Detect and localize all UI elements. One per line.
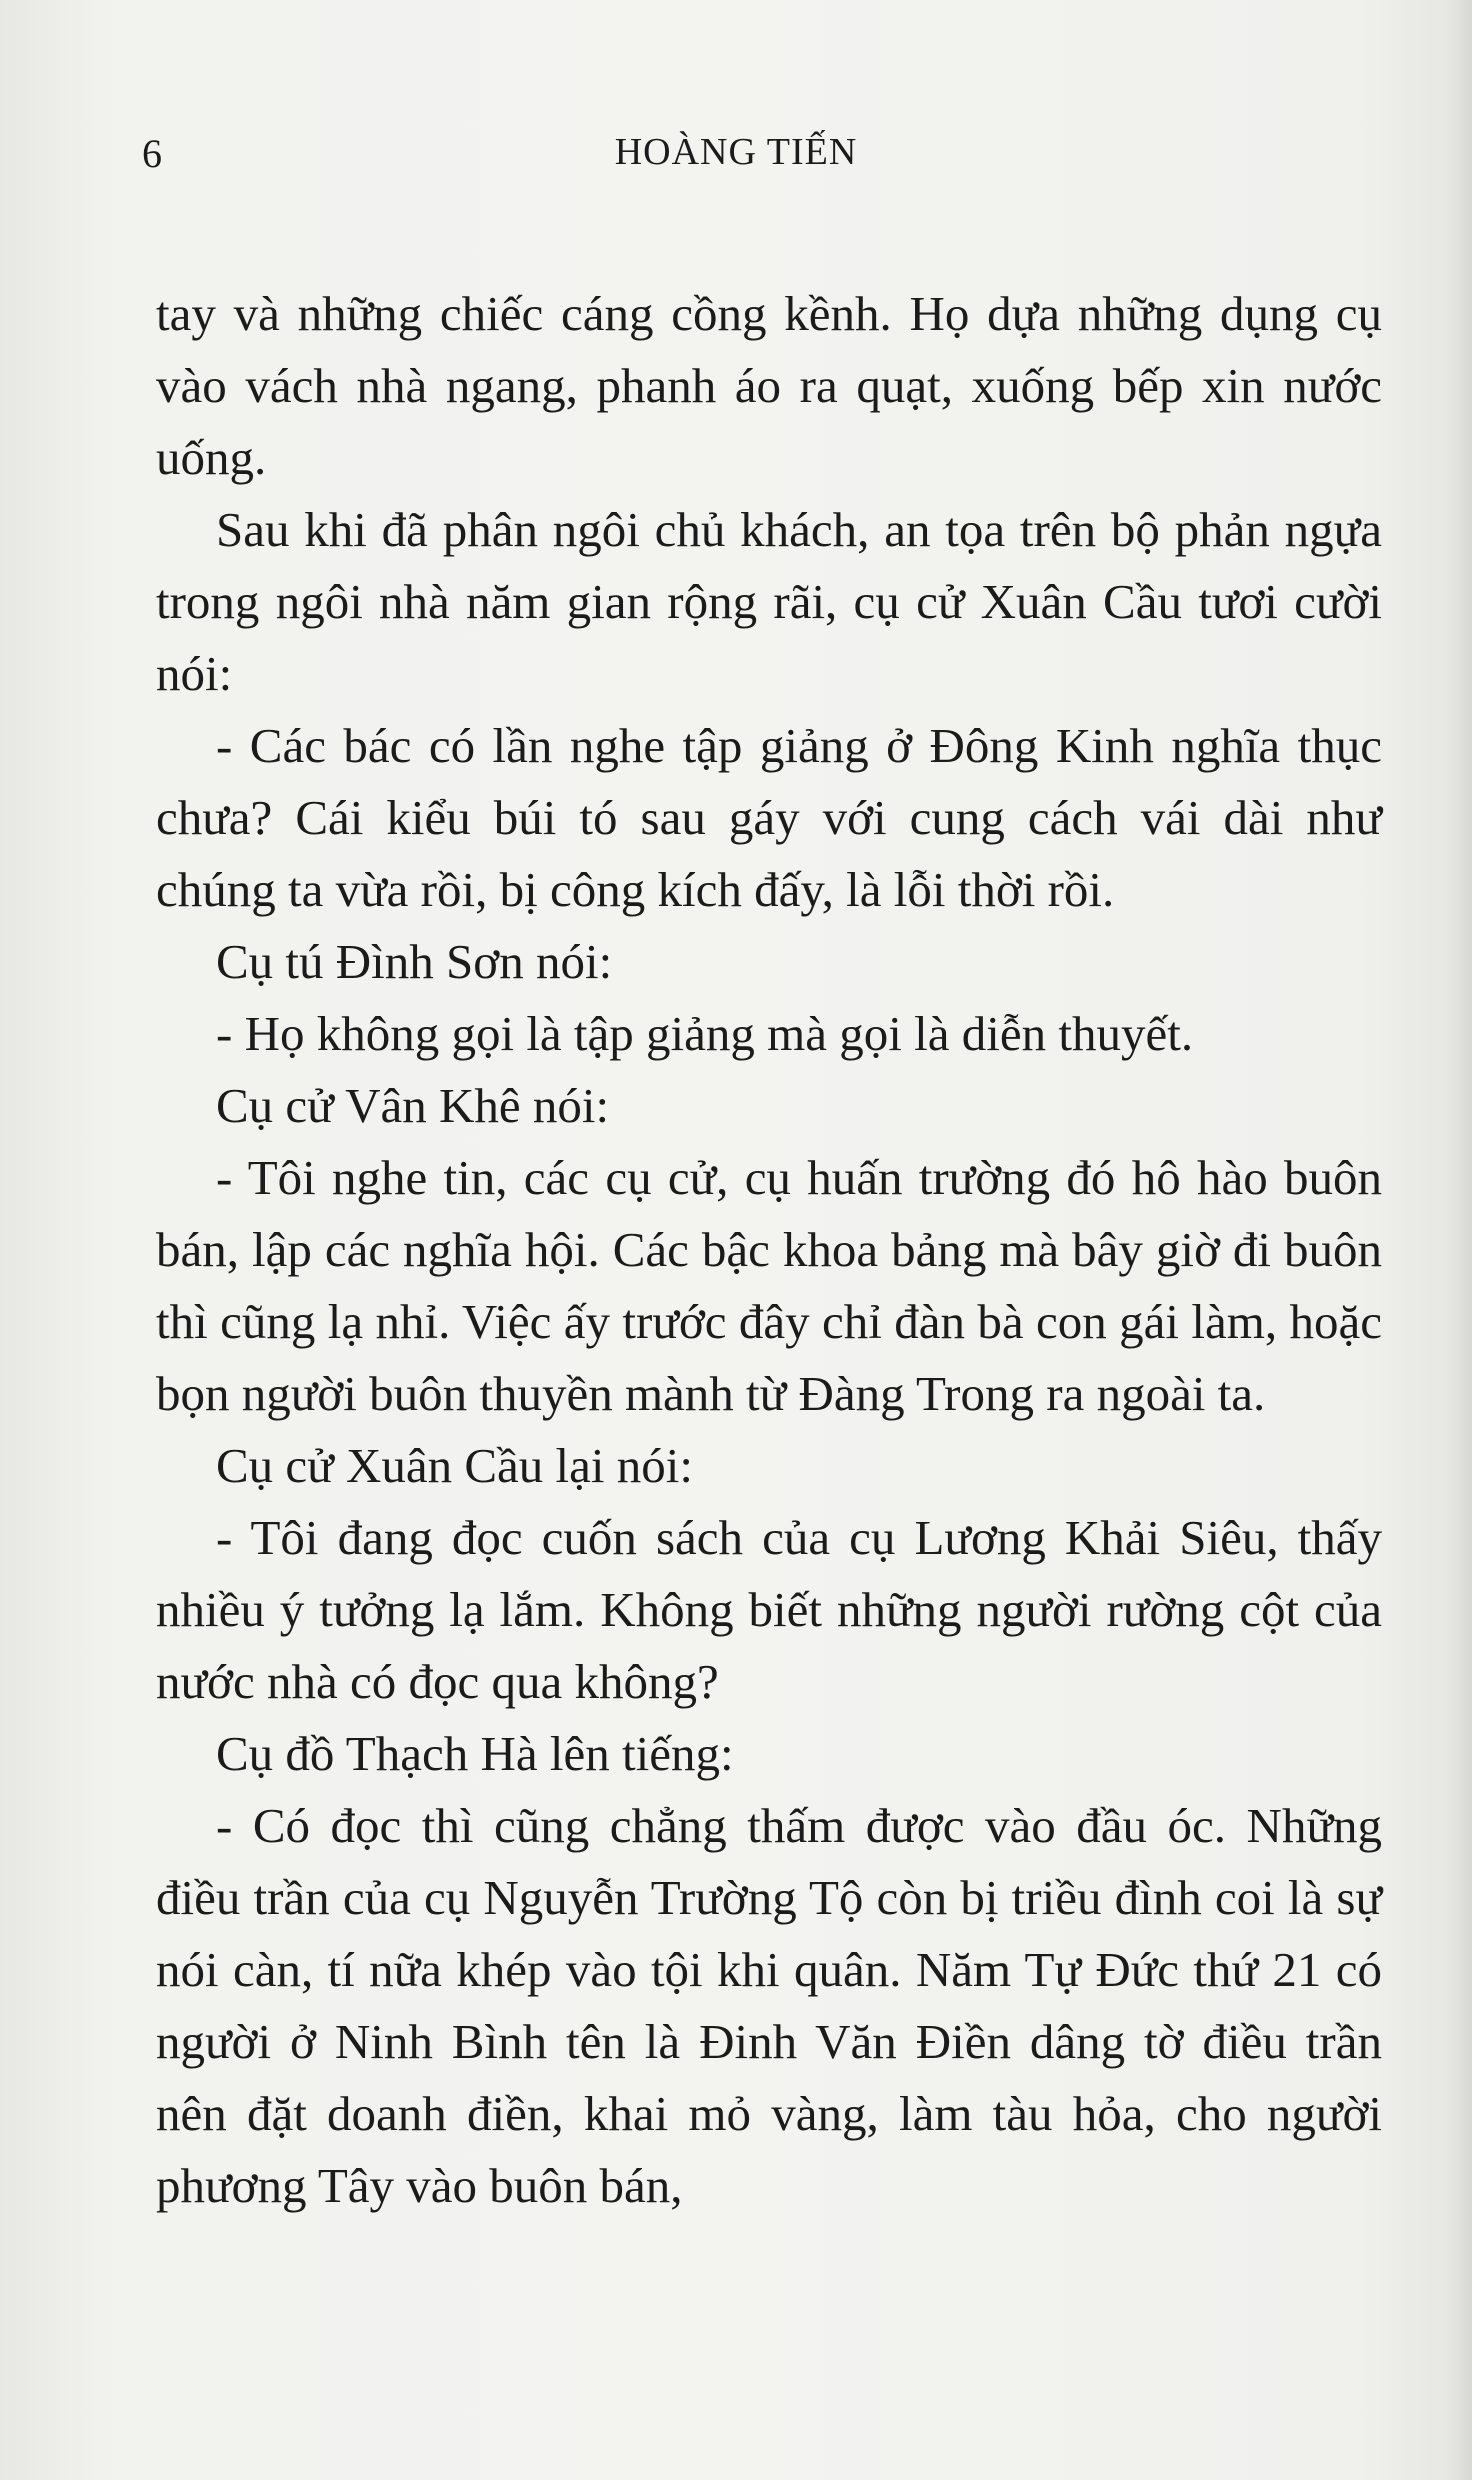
- paragraph: - Tôi đang đọc cuốn sách của cụ Lương Khải Siêu, thấy nhiều ý tưởng lạ lắm. Không biết những người rường cột của nước nhà có đọc qua không?: [156, 1510, 1382, 1709]
- body-text: [156, 278, 1382, 2222]
- paragraph: - Họ không gọi là tập giảng mà gọi là diễn thuyết.: [216, 1006, 1194, 1061]
- paragraph: Cụ cử Vân Khê nói:: [216, 1078, 610, 1133]
- page-edge-shadow: [1448, 0, 1472, 2480]
- paragraph: Sau khi đã phân ngôi chủ khách, an tọa trên bộ phản ngựa trong ngôi nhà năm gian rộng rãi, cụ cử Xuân Cầu tươi cười nói:: [156, 502, 1382, 701]
- paragraph: tay và những chiếc cáng cồng kềnh. Họ dựa những dụng cụ vào vách nhà ngang, phanh áo ra quạt, xuống bếp xin nước uống.: [156, 286, 1382, 485]
- paragraph: Cụ đồ Thạch Hà lên tiếng:: [216, 1726, 734, 1781]
- paragraph: - Tôi nghe tin, các cụ cử, cụ huấn trường đó hô hào buôn bán, lập các nghĩa hội. Các bậc khoa bảng mà bây giờ đi buôn thì cũng lạ nhỉ. Việc ấy trước đây chỉ đàn bà con gái làm, hoặc bọn người buôn thuyền mành từ Đàng Trong ra ngoài ta.: [156, 1150, 1382, 1421]
- running-head: HOÀNG TIẾN: [614, 131, 858, 173]
- paragraph: - Có đọc thì cũng chẳng thấm được vào đầu óc. Những điều trần của cụ Nguyễn Trường Tộ còn bị triều đình coi là sự nói càn, tí nữa khép vào tội khi quân. Năm Tự Đức thứ 21 có người ở Ninh Bình tên là Đinh Văn Điền dâng tờ điều trần nên đặt doanh điền, khai mỏ vàng, làm tàu hỏa, cho người phương Tây vào buôn bán,: [156, 1798, 1382, 2213]
- page-number: 6: [142, 131, 162, 176]
- paragraph: Cụ tú Đình Sơn nói:: [216, 934, 613, 989]
- paragraph: Cụ cử Xuân Cầu lại nói:: [216, 1438, 694, 1493]
- paragraph: - Các bác có lần nghe tập giảng ở Đông Kinh nghĩa thục chưa? Cái kiểu búi tó sau gáy với cung cách vái dài như chúng ta vừa rồi, bị công kích đấy, là lỗi thời rồi.: [156, 718, 1382, 917]
